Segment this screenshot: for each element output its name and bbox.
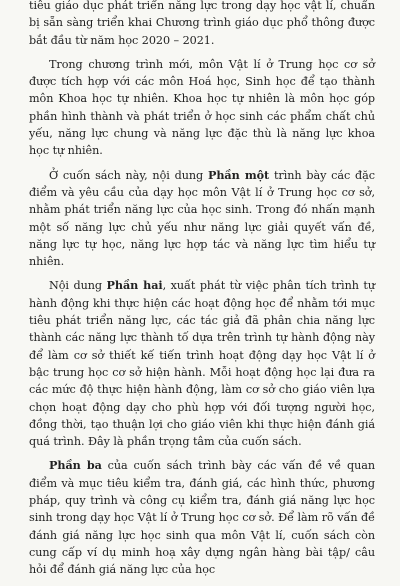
paragraph-new-curriculum: [29, 56, 375, 160]
paragraph-text: tiêu giáo dục phát triển năng lực trong dạy học vật lí, chuẩn bị sẵn sàng triển khai Chương trình giáo dục phổ thông được bắt đầu từ năm học 2020 – 2021.: [29, 0, 375, 47]
part-one-heading: Phần một: [207, 167, 270, 182]
paragraph-part-one: [29, 167, 375, 271]
paragraph-text: trình bày các đặc điểm và yêu cầu của dạy học môn Vật lí ở Trung học cơ sở, nhằm phát triển năng lực của học sinh. Trong đó nhấn mạnh một số năng lực chủ yếu như năng lực giải quyết vấn đề, năng lực tự học, năng lực hợp tác và năng lực tìm hiểu tự nhiên.: [29, 168, 375, 269]
paragraph-part-three: [29, 457, 375, 578]
document-body: [29, 0, 375, 586]
part-two-heading: Phần hai: [106, 278, 163, 293]
paragraph-text: Ở cuốn sách này, nội dung: [49, 168, 208, 182]
part-three-heading: Phần ba: [49, 458, 102, 473]
paragraph-text: Nội dung: [49, 279, 107, 293]
paragraph-text: của cuốn sách trình bày các vấn đề về quan điểm và mục tiêu kiểm tra, đánh giá, các hình thức, phương pháp, quy trình và công cụ kiểm tra, đánh giá năng lực học sinh trong dạy học Vật lí ở Trung học cơ sở. Để làm rõ vấn đề đánh giá năng lực học sinh qua môn Vật lí, cuốn sách còn cung cấp ví dụ minh hoạ xây dựng ngân hàng bài tập/ câu hỏi để đánh giá năng lực của học: [29, 459, 375, 577]
paragraph-text: , xuất phát từ việc phân tích trình tự hành động khi thực hiện các hoạt động học để nhằm tới mục tiêu phát triển năng lực, các tác giả đã phân chia năng lực thành các năng lực thành tố dựa trên trình tự hành động này để làm cơ sở thiết kế tiến trình hoạt động dạy học Vật lí ở bậc trung học cơ sở hiện hành. Mỗi hoạt động học lại đưa ra các mức độ thực hiện hành động, làm cơ sở cho giáo viên lựa chọn hoạt động dạy cho phù hợp với đối tượng người học, đồng thời, tạo thuận lợi cho giáo viên khi thực hiện đánh giá quá trình. Đây là phần trọng tâm của cuốn sách.: [29, 279, 376, 449]
paragraph-part-two: [29, 277, 375, 450]
paragraph-text: Trong chương trình mới, môn Vật lí ở Trung học cơ sở được tích hợp với các môn Hoá học, Sinh học để tạo thành môn Khoa học tự nhiên. Khoa học tự nhiên là môn học góp phần hình thành và phát triển ở học sinh các phẩm chất chủ yếu, năng lực chung và năng lực đặc thù là năng lực khoa học tự nhiên.: [29, 57, 375, 158]
paragraph-intro-continuation: [29, 0, 375, 49]
